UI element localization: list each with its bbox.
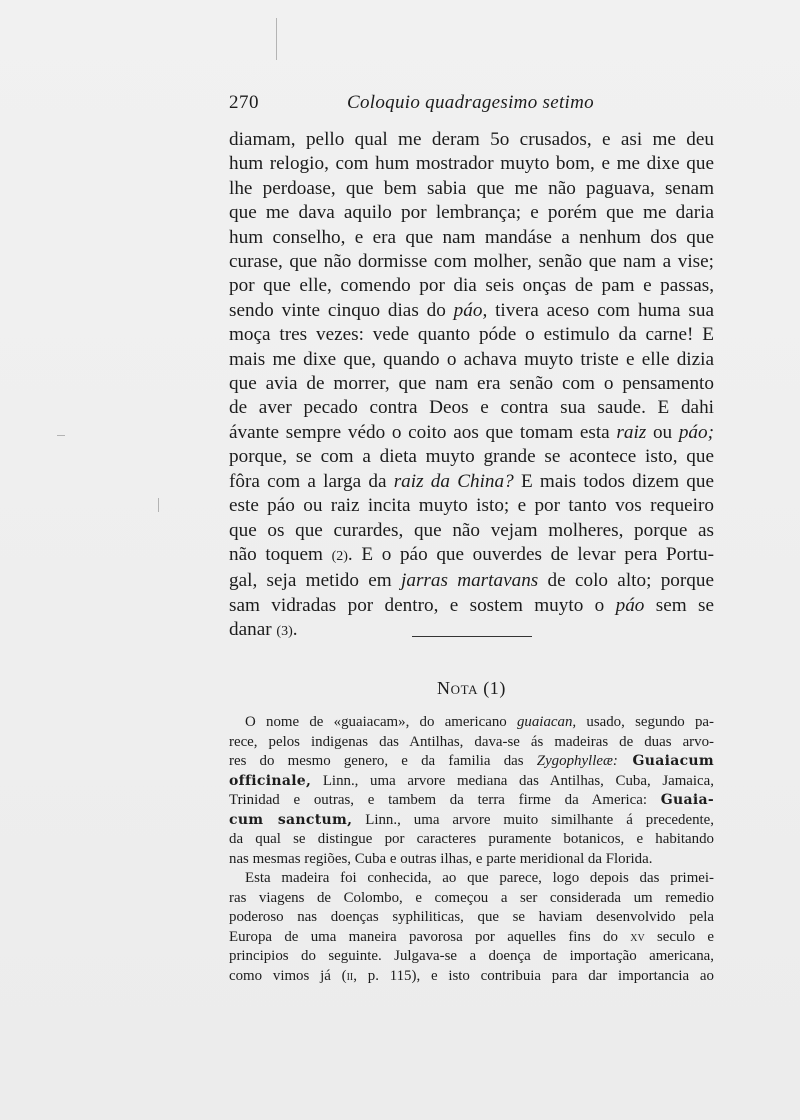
text-line: hum relogio, com hum mostrador muyto bom, e me dixe que [229, 153, 714, 175]
note-line: ras viagens de Colombo, e começou a ser considerada um remedio [229, 889, 714, 906]
italic-term: guaiacan, [516, 714, 577, 730]
text-run: fôra com a larga da [229, 470, 394, 492]
species-name: officinale, [229, 772, 312, 789]
main-text [229, 128, 714, 645]
italic-term: páo, [453, 299, 488, 321]
page-mark [276, 18, 277, 60]
note-heading [229, 678, 714, 699]
note-heading-text: Nota (1) [437, 678, 506, 698]
text-run: seculo e [644, 928, 714, 945]
text-line: de aver pecado contra Deos e contra sua saude. E dahi [229, 397, 714, 419]
note-line [229, 791, 714, 811]
text-line: que me dava aquilo por lembrança; e porém que me daria [229, 202, 714, 224]
species-name: Guaiacum [617, 753, 715, 769]
text-line [229, 618, 714, 644]
text-run: nas mesmas regiões, Cuba e outras ilhas, e parte meridional da Florida. [229, 850, 653, 867]
note-line [229, 811, 714, 831]
page-number: 270 [229, 92, 259, 113]
text-run: Esta madeira foi conhecida, ao que parece, logo depois das primei- [245, 870, 714, 886]
page-mark [158, 498, 159, 512]
text-run: sam vidradas por dentro, e sostem muyto o [229, 594, 616, 616]
text-line [229, 421, 714, 445]
page-mark [57, 435, 65, 436]
footnote-separator-rule [412, 636, 532, 637]
text-run: O nome de «guaiacam», do americano [245, 714, 517, 730]
note-line [229, 850, 714, 870]
note-line [229, 752, 714, 772]
text-run: sem se [644, 594, 714, 616]
roman-numeral: ii [346, 967, 354, 984]
note-line: da qual se distingue por caracteres puramente botanicos, e habitando [229, 831, 714, 847]
text-run: tivera aceso com huma sua [487, 299, 714, 321]
text-line: moça tres vezes: vede quanto póde o estimulo da carne! E [229, 324, 714, 346]
text-line [229, 299, 714, 323]
text-run: não toquem [229, 543, 332, 565]
text-line: que os que curardes, que não vejam molheres, porque as [229, 519, 714, 541]
italic-term: Zygophylleæ: [536, 753, 618, 769]
text-run: ou [646, 421, 679, 443]
text-line: este páo ou raiz incita muyto isto; e por tanto vos requeiro [229, 495, 714, 517]
species-name: Guaia- [660, 792, 714, 808]
text-run: ávante sempre védo o coito aos que tomam esta [229, 421, 617, 443]
roman-numeral: xv [630, 928, 645, 945]
running-title: Coloquio quadragesimo setimo [347, 92, 594, 113]
italic-term: raiz da China? [393, 470, 514, 492]
italic-term: raiz [616, 421, 647, 443]
text-line: curase, que não dormisse com molher, senão que nam a vise; [229, 251, 714, 273]
text-run: . E o páo que ouverdes de levar pera Portu- [347, 543, 714, 565]
text-run: E mais todos dizem que [513, 470, 714, 492]
note-line: rece, pelos indigenas das Antilhas, dava-se ás madeiras de duas arvo- [229, 733, 714, 750]
text-run: Trinidad e outras, e tambem da terra firme da America: [229, 792, 661, 808]
text-line: porque, se com a dieta muyto grande se acontece isto, que [229, 446, 714, 468]
note-line: principios do seguinte. Julgava-se a doença de importação americana, [229, 948, 714, 964]
text-run: . [292, 619, 298, 641]
note-line [229, 967, 714, 987]
text-line: hum conselho, e era que nam mandáse a nenhum dos que [229, 226, 714, 248]
text-line: por que elle, comendo por dia seis onças de pam e passas, [229, 275, 714, 297]
note-line [229, 928, 714, 948]
text-line [229, 543, 714, 569]
text-run: sendo vinte cinquo dias do [229, 299, 454, 321]
text-run: gal, seja metido em [229, 570, 402, 592]
note-line: poderoso nas doenças syphiliticas, que se haviam desenvolvido pela [229, 909, 714, 925]
text-line: mais me dixe que, quando o achava muyto triste e elle dizia [229, 348, 714, 370]
running-header [229, 92, 709, 118]
text-run: , p. 115), e isto contribuia para dar importancia ao [353, 967, 714, 984]
species-name: cum sanctum, [229, 811, 353, 828]
note-line [229, 713, 714, 733]
note-text [229, 713, 714, 986]
footnote-ref: (3) [276, 624, 293, 640]
text-line: que avia de morrer, que nam era senão com o pensamento [229, 373, 714, 395]
footnote-ref: (2) [331, 548, 348, 564]
italic-term: jarras martavans [401, 570, 539, 592]
text-run: res do mesmo genero, e da familia das [229, 753, 537, 769]
text-run: usado, segundo pa- [576, 714, 714, 730]
text-line: lhe perdoase, que bem sabia que me não paguava, senam [229, 177, 714, 199]
text-line: diamam, pello qual me deram 5o crusados, e asi me deu [229, 129, 714, 150]
text-run: Linn., uma arvore muito similhante á precedente, [352, 811, 714, 828]
note-line [229, 772, 714, 792]
text-line [229, 569, 714, 593]
text-run: danar [229, 619, 277, 641]
text-run: como vimos já ( [229, 967, 347, 984]
italic-term: páo; [678, 421, 714, 443]
text-run: Linn., uma arvore mediana das Antilhas, Cuba, Jamaica, [311, 772, 714, 789]
text-line [229, 470, 714, 494]
text-run: de colo alto; porque [538, 570, 714, 592]
text-run: Europa de uma maneira pavorosa por aquelles fins do [229, 928, 631, 945]
note-line [229, 869, 714, 889]
italic-term: páo [615, 594, 645, 616]
text-line [229, 594, 714, 618]
